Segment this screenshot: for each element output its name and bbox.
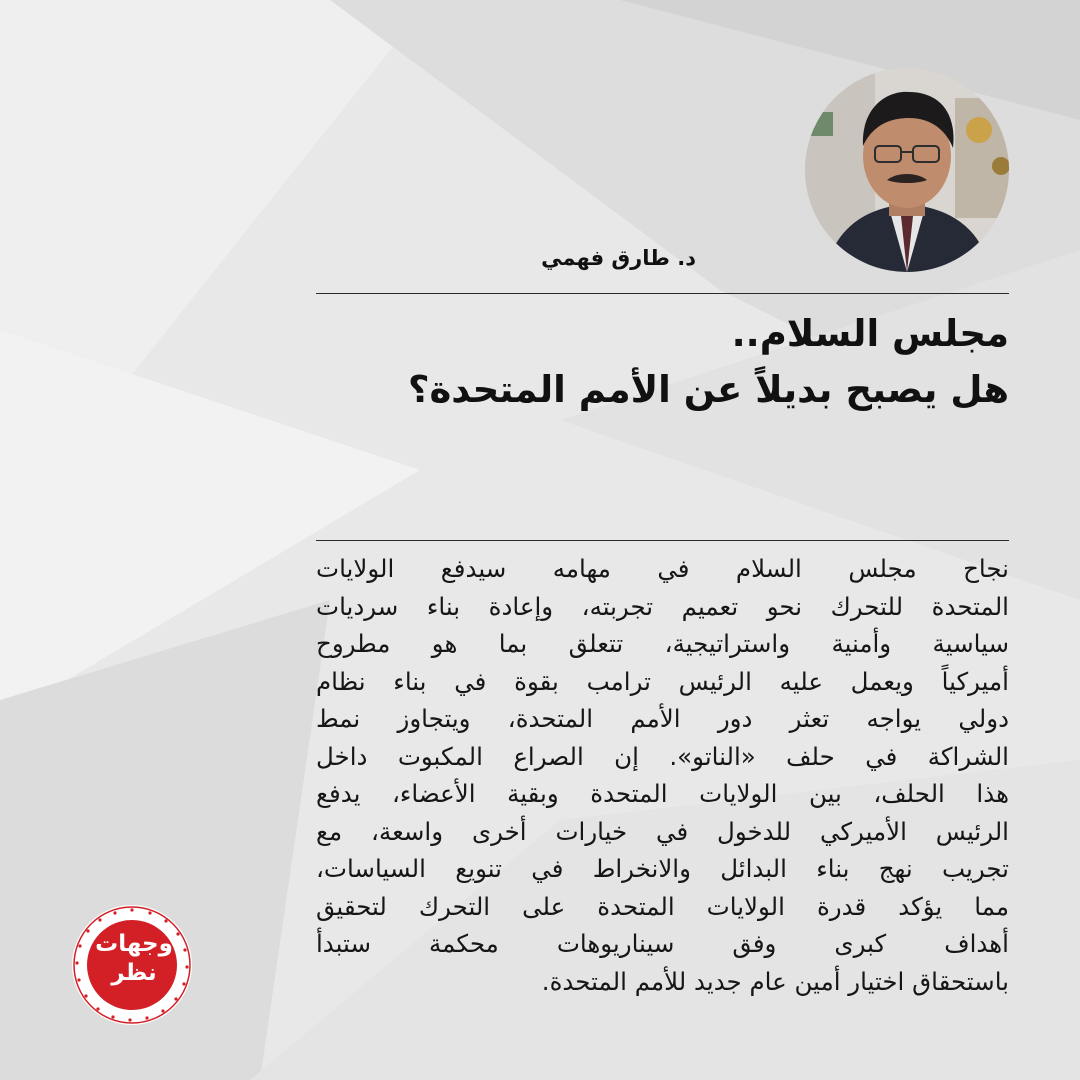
badge-title: [84, 930, 184, 988]
headline-line-1: مجلس السلام..: [731, 312, 1009, 355]
article-line: الشراكة في حلف «الناتو». إن الصراع المكبوت داخل: [316, 741, 1009, 771]
author-name: د. طارق فهمي: [541, 246, 696, 270]
article-line: المتحدة للتحرك نحو تعميم تجربته، وإعادة بناء سرديات: [316, 591, 1009, 621]
article-line: مما يؤكد قدرة الولايات المتحدة على التحرك لتحقيق: [316, 891, 1009, 921]
body-divider: [316, 540, 1009, 541]
author-photo: [805, 68, 1009, 272]
article-line: أميركياً ويعمل عليه الرئيس ترامب بقوة في بناء نظام: [316, 666, 1009, 696]
badge-title-line-2: نظر: [111, 960, 157, 986]
article-line: دولي يواجه تعثر دور الأمم المتحدة، ويتجاوز نمط: [316, 704, 1009, 733]
article-line: سياسية وأمنية واستراتيجية، تتعلق بما هو مطروح: [316, 629, 1009, 658]
article-line: باستحقاق اختيار أمين عام جديد للأمم المتحدة.: [541, 966, 1009, 996]
headline: [316, 306, 1009, 418]
article-line: أهداف كبرى وفق سيناريوهات محكمة ستبدأ: [316, 929, 1009, 958]
article-line: هذا الحلف، بين الولايات المتحدة وبقية الأعضاء، يدفع: [316, 779, 1009, 808]
top-divider: [316, 293, 1009, 294]
article-body: [316, 550, 1009, 1000]
author-portrait-image: [805, 68, 1009, 272]
article-line: الرئيس الأميركي للدخول في خيارات أخرى واسعة، مع: [316, 816, 1009, 846]
article-line: تجريب نهج بناء البدائل والانخراط في تنويع السياسات،: [316, 854, 1009, 883]
badge-title-line-1: وجهات: [95, 931, 173, 957]
article-line: نجاح مجلس السلام في مهامه سيدفع الولايات: [316, 554, 1009, 583]
headline-line-2: هل يصبح بديلاً عن الأمم المتحدة؟: [407, 368, 1009, 411]
